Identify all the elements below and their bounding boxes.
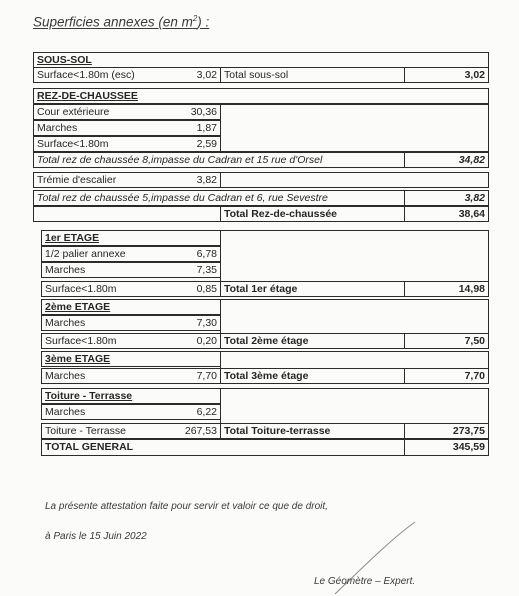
section-header-etage1: 1er ETAGE — [41, 230, 221, 246]
section-header-toiture: Toiture - Terrasse — [41, 388, 221, 404]
total-value: 14,98 — [404, 281, 489, 297]
section-header-etage2: 2ème ETAGE — [41, 299, 221, 315]
total-label: Total 3ème étage — [220, 368, 405, 384]
row-value: 6,22 — [196, 406, 217, 418]
section-header-rdc: REZ-DE-CHAUSSEE — [33, 88, 489, 104]
row-label: Cour extérieure — [33, 104, 221, 120]
grand-total-value: 345,59 — [404, 439, 489, 456]
subtotal-label: Total rez de chaussée 5,impasse du Cadran et 6, rue Sevestre — [33, 190, 405, 206]
row-label: Trémie d'escalier — [33, 172, 221, 188]
row-label: Marches — [41, 368, 221, 384]
section-header-etage3: 3ème ETAGE — [41, 351, 221, 367]
grand-total-label: TOTAL GENERAL — [41, 439, 405, 456]
place-date: à Paris le 15 Juin 2022 — [45, 531, 147, 542]
row-label: Marches — [33, 120, 221, 136]
row-value: 3,82 — [196, 174, 217, 186]
page-title: Superficies annexes (en $m^2$) : — [33, 14, 210, 30]
row-value: 7,70 — [196, 370, 217, 382]
row-value: 1,87 — [196, 122, 217, 134]
total-label: Total 2ème étage — [220, 333, 405, 349]
total-label: Total sous-sol — [220, 67, 405, 83]
total-value: 3,02 — [404, 67, 489, 83]
row-label: Surface<1.80m (esc) — [33, 67, 221, 83]
subtotal-label: Total rez de chaussée 8,impasse du Cadran et 15 rue d'Orsel — [33, 152, 405, 168]
total-value: 38,64 — [404, 206, 489, 222]
row-value: 2,59 — [196, 138, 217, 150]
total-value: 7,70 — [404, 368, 489, 384]
row-value: 267,53 — [184, 425, 217, 437]
total-label: Total 1er étage — [220, 281, 405, 297]
total-value: 7,50 — [404, 333, 489, 349]
row-label: 1/2 palier annexe — [41, 246, 221, 262]
section-header-sous-sol: SOUS-SOL — [33, 52, 489, 68]
row-label: Surface<1.80m — [41, 333, 221, 349]
row-value: 30,36 — [190, 106, 217, 118]
row-value: 6,78 — [196, 248, 217, 260]
row-label: Surface<1.80m — [41, 281, 221, 297]
row-value: 7,35 — [196, 264, 217, 276]
row-value: 7,30 — [196, 317, 217, 329]
subtotal-value: 34,82 — [404, 152, 489, 168]
row-label: Toiture - Terrasse — [41, 423, 221, 439]
subtotal-value: 3,82 — [404, 190, 489, 206]
row-value: 0,20 — [196, 335, 217, 347]
total-label: Total Toiture-terrasse — [220, 423, 405, 439]
row-value: 0,85 — [196, 283, 217, 295]
row-label: Marches — [41, 315, 221, 331]
signature-label: Le Géomètre – Expert. — [314, 576, 416, 587]
total-label: Total Rez-de-chaussée — [220, 206, 405, 222]
row-label: Surface<1.80m — [33, 136, 221, 152]
row-label: Marches — [41, 404, 221, 420]
row-value: 3,02 — [33, 67, 221, 83]
total-value: 273,75 — [404, 423, 489, 439]
attestation-text: La présente attestation faite pour servir et valoir ce que de droit, — [45, 501, 328, 512]
row-label: Marches — [41, 262, 221, 278]
